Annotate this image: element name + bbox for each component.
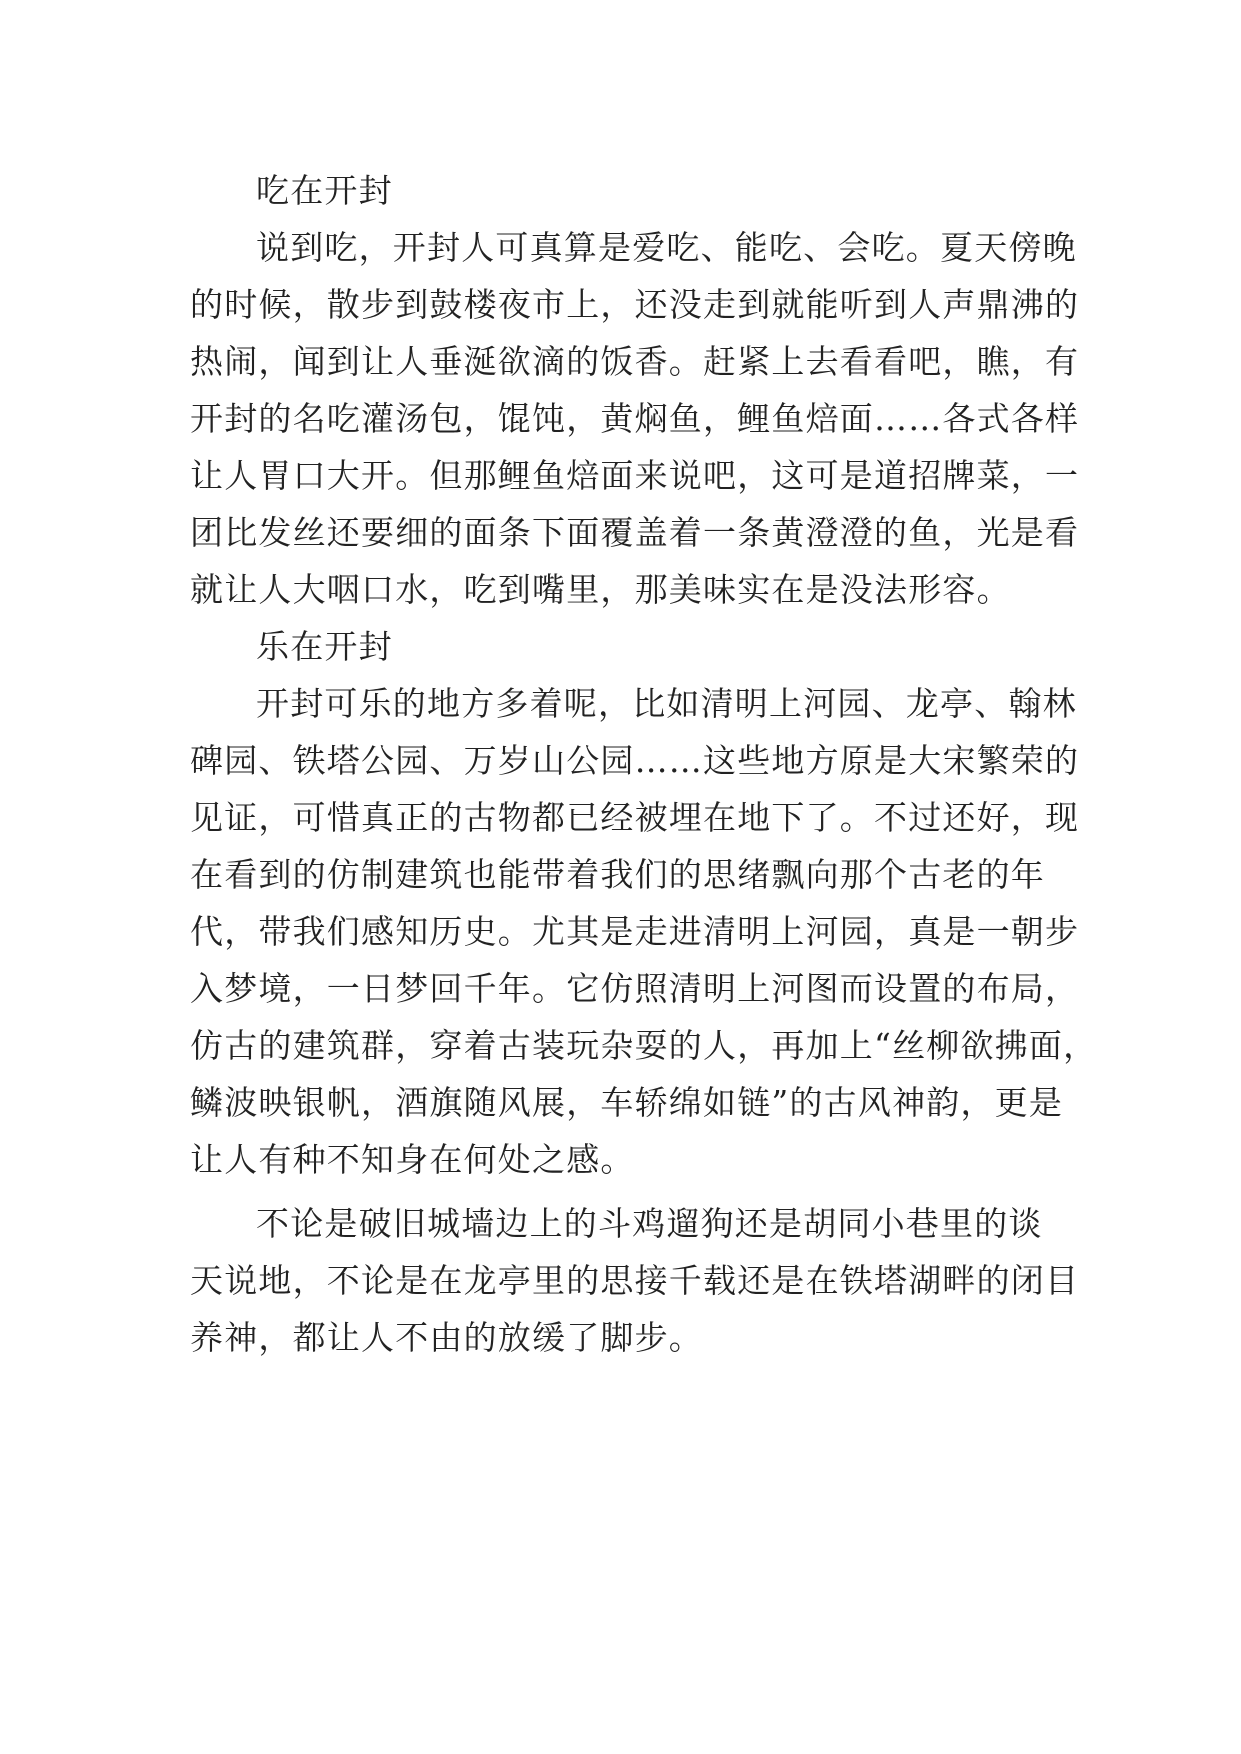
paragraph-line: 仿古的建筑群，穿着古装玩杂耍的人，再加上“丝柳欲拂面， — [190, 1026, 1098, 1065]
section-heading-fun: 乐在开封 — [256, 627, 393, 666]
paragraph-line: 开封的名吃灌汤包，馄饨，黄焖鱼，鲤鱼焙面……各式各样 — [190, 399, 1080, 438]
paragraph-line: 开封可乐的地方多着呢，比如清明上河园、龙亭、翰林 — [256, 684, 1077, 723]
paragraph-line: 的时候，散步到鼓楼夜市上，还没走到就能听到人声鼎沸的 — [190, 285, 1080, 324]
paragraph-line: 碑园、铁塔公园、万岁山公园……这些地方原是大宋繁荣的 — [190, 741, 1080, 780]
paragraph-line: 天说地，不论是在龙亭里的思接千载还是在铁塔湖畔的闭目 — [190, 1261, 1080, 1300]
paragraph-line: 团比发丝还要细的面条下面覆盖着一条黄澄澄的鱼，光是看 — [190, 513, 1080, 552]
paragraph-line: 热闹，闻到让人垂涎欲滴的饭香。赶紧上去看看吧，瞧，有 — [190, 342, 1080, 381]
paragraph-line: 入梦境，一日梦回千年。它仿照清明上河图而设置的布局， — [190, 969, 1080, 1008]
section-heading-eat: 吃在开封 — [256, 171, 393, 210]
paragraph-line: 说到吃，开封人可真算是爱吃、能吃、会吃。夏天傍晚 — [256, 228, 1077, 267]
paragraph-line: 代，带我们感知历史。尤其是走进清明上河园，真是一朝步 — [190, 912, 1080, 951]
paragraph-line: 见证，可惜真正的古物都已经被埋在地下了。不过还好，现 — [190, 798, 1080, 837]
paragraph-line: 不论是破旧城墙边上的斗鸡遛狗还是胡同小巷里的谈 — [256, 1204, 1043, 1243]
paragraph-line: 养神，都让人不由的放缓了脚步。 — [190, 1318, 703, 1357]
paragraph-line: 鳞波映银帆，酒旗随风展，车轿绵如链”的古风神韵，更是 — [190, 1083, 1064, 1122]
paragraph-line: 让人有种不知身在何处之感。 — [190, 1140, 635, 1179]
document-body — [190, 162, 1098, 1366]
paragraph-line: 在看到的仿制建筑也能带着我们的思绪飘向那个古老的年 — [190, 855, 1045, 894]
paragraph-line: 就让人大咽口水，吃到嘴里，那美味实在是没法形容。 — [190, 570, 1011, 609]
paragraph-line: 让人胃口大开。但那鲤鱼焙面来说吧，这可是道招牌菜，一 — [190, 456, 1080, 495]
